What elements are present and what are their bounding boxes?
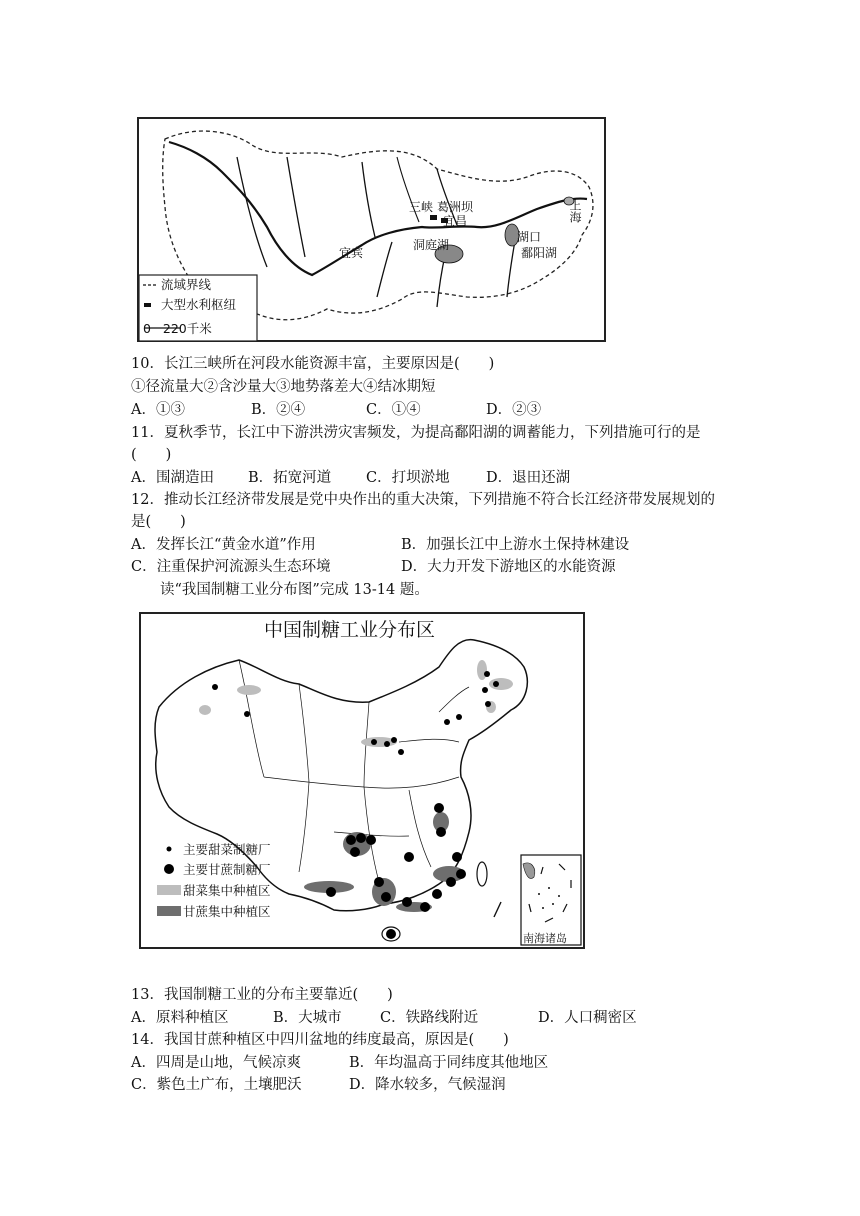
q14-option-a: A．四周是山地，气候凉爽 <box>131 1055 301 1071</box>
q10-stem: 10．长江三峡所在河段水能资源丰富，主要原因是( ) <box>131 356 495 372</box>
q13-option-a: A．原料种植区 <box>131 1010 229 1026</box>
yangtze-basin-map <box>137 117 607 343</box>
legend-beet-area-swatch <box>157 885 181 895</box>
q12-stem-cont: 是( ) <box>131 514 186 530</box>
q13-option-b: B．大城市 <box>273 1010 342 1026</box>
legend-cane-factory-swatch <box>164 864 174 874</box>
q14-option-c: C．紫色土广布，土壤肥沃 <box>131 1077 302 1093</box>
q14-stem: 14．我国甘蔗种植区中四川盆地的纬度最高，原因是( ) <box>131 1032 509 1048</box>
q10-option-d: D．②③ <box>486 402 542 418</box>
q10-items: ①径流量大②含沙量大③地势落差大④结冰期短 <box>131 379 436 395</box>
q12-option-b: B．加强长江中上游水土保持林建设 <box>401 537 630 553</box>
q13-option-c: C．铁路线附近 <box>380 1010 479 1026</box>
legend-boundary-label: 流域界线 <box>161 277 212 292</box>
label-shanghai: 上海 <box>568 199 582 223</box>
label-yichang: 宜昌 <box>443 214 468 228</box>
q10-option-c: C．①④ <box>366 402 421 418</box>
legend-hub-swatch <box>144 303 151 307</box>
sugar-industry-map <box>139 612 586 950</box>
legend-cane-factory-label: 主要甘蔗制糖厂 <box>183 862 271 877</box>
q11-option-b: B．拓宽河道 <box>248 470 332 486</box>
intro-13-14: 读“我国制糖工业分布图”完成 13-14 题。 <box>160 582 429 598</box>
label-dongtinghu: 洞庭湖 <box>413 238 450 252</box>
q10-option-a: A．①③ <box>131 402 185 418</box>
q13-option-d: D．人口稠密区 <box>538 1010 637 1026</box>
q12-option-d: D．大力开发下游地区的水能资源 <box>401 559 616 575</box>
q12-stem: 12．推动长江经济带发展是党中央作出的重大决策，下列措施不符合长江经济带发展规划的 <box>131 492 715 508</box>
inset-label: 南海诸岛 <box>523 932 567 945</box>
yangtze-map-svg <box>137 117 607 343</box>
q10-option-b: B．②④ <box>251 402 306 418</box>
q14-option-d: D．降水较多，气候湿润 <box>349 1077 506 1093</box>
q11-option-c: C．打坝淤地 <box>366 470 450 486</box>
label-poyanghu: 鄱阳湖 <box>521 246 558 260</box>
sugar-map-svg <box>139 612 586 950</box>
legend-beet-factory-swatch <box>167 847 172 852</box>
taiwan <box>477 862 487 886</box>
map2-title: 中国制糖工业分布区 <box>264 619 436 641</box>
scale-label: 0 220千米 <box>143 321 212 336</box>
label-yibin: 宜宾 <box>339 246 364 260</box>
q12-option-c: C．注重保护河流源头生态环境 <box>131 559 331 575</box>
q13-stem: 13．我国制糖工业的分布主要靠近( ) <box>131 987 393 1003</box>
q11-stem: 11．夏秋季节，长江中下游洪涝灾害频发，为提高鄱阳湖的调蓄能力，下列措施可行的是 <box>131 425 701 441</box>
q12-option-a: A．发挥长江“黄金水道”作用 <box>131 537 316 553</box>
q11-option-a: A．围湖造田 <box>131 470 214 486</box>
label-gezhouba: 葛洲坝 <box>437 200 474 214</box>
q14-option-b: B．年均温高于同纬度其他地区 <box>349 1055 549 1071</box>
legend-beet-factory-label: 主要甜菜制糖厂 <box>183 842 271 857</box>
q11-option-d: D．退田还湖 <box>486 470 571 486</box>
legend-hub-label: 大型水利枢纽 <box>161 297 237 312</box>
legend-cane-area-swatch <box>157 906 181 916</box>
legend-beet-area-label: 甜菜集中种植区 <box>183 883 271 898</box>
q11-stem-cont: ( ) <box>131 447 172 463</box>
hub-sanxia <box>430 215 437 220</box>
legend-cane-area-label: 甘蔗集中种植区 <box>183 904 271 919</box>
label-hukou: 湖口 <box>517 230 542 244</box>
label-sanxia: 三峡 <box>409 200 434 214</box>
